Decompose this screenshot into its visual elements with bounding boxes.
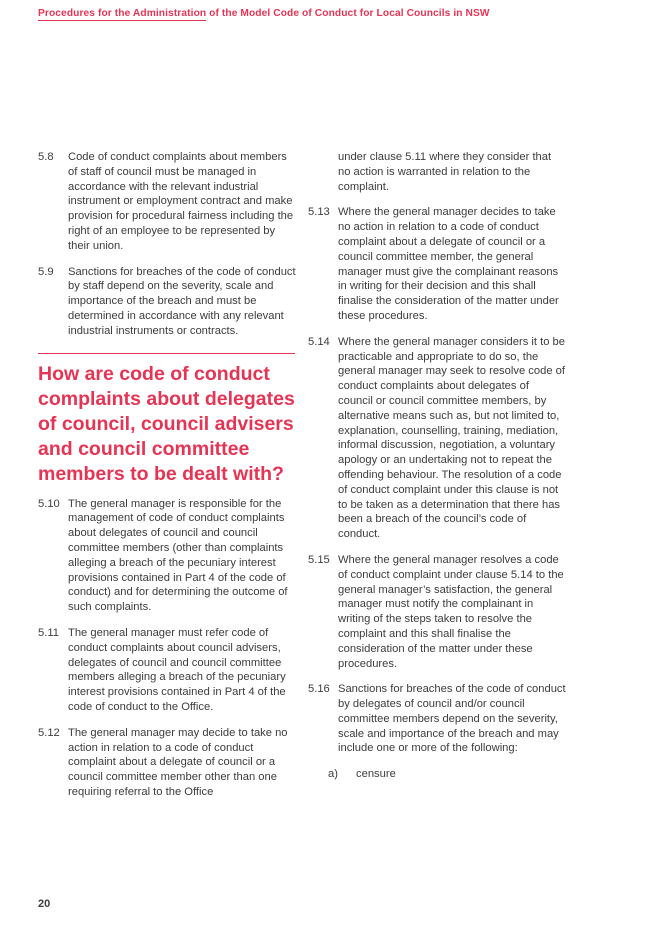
clause-text: The general manager must refer code of conduct complaints about council advisers, delegates of council and council committee members alleging a breach of the pecuniary interest provisions contained in Part 4 of the code of conduct to the Office. [68,626,286,713]
clause-number: 5.13 [308,206,330,219]
section-divider [38,353,295,354]
clause-5-8 [38,150,298,254]
left-column [38,150,298,811]
clause-text: Where the general manager resolves a code of conduct complaint under clause 5.14 to the general manager’s satisfaction, the general manager must notify the complainant in writing of the steps taken to resolve the complaint and this shall finalise the consideration of the matter under these procedures. [338,553,564,670]
clause-text: Sanctions for breaches of the code of conduct by delegates of council and/or council committee members depend on the severity, scale and importance of the breach and may include one or more of the following: [338,683,566,755]
running-header: Procedures for the Administration of the Model Code of Conduct for Local Councils in NSW [38,8,490,19]
header-divider [38,20,206,21]
clause-number: 5.11 [38,626,59,639]
clause-number: 5.16 [308,683,330,696]
clause-5-12-continuation: under clause 5.11 where they consider that no action is warranted in relation to the complaint. [338,151,552,193]
clause-number: 5.10 [38,497,60,510]
clause-5-15 [308,553,566,671]
section-heading: How are code of conduct complaints about delegates of council, council advisers and council committee members to be dealt with? [38,362,295,485]
clause-number: 5.9 [38,265,54,278]
clause-number: 5.15 [308,553,330,566]
clause-5-13 [308,205,566,323]
clause-text: Where the general manager considers it to be practicable and appropriate to do so, the general manager may seek to resolve code of conduct complaints about delegates of council or council committee members, by alternative means such as, but not limited to, explanation, counselling, training, mediation, informal discussion, negotiation, a voluntary apology or an undertaking not to repeat the offending behaviour. The resolution of a code of conduct complaint under this clause is not to be taken as a determination that there has been a breach of the council’s code of conduct. [338,335,565,541]
clause-5-11 [38,626,298,715]
clause-number: 5.12 [38,726,60,739]
clause-text: The general manager is responsible for the management of code of conduct complaints about delegates of council and council committee members (other than complaints alleging a breach of the pecuniary interest provisions contained in Part 4 of the code of conduct) and for determining the outcome of such complaints. [68,497,288,614]
right-column [308,150,566,782]
clause-number: 5.8 [38,151,54,163]
list-item-text: censure [356,768,396,781]
clause-5-12 [38,726,298,800]
list-marker: a) [328,768,338,781]
clause-text: Where the general manager decides to take no action in relation to a code of conduct complaint about a delegate of council or a council committee member, the general manager must give the complainant reasons in writing for their decision and this shall finalise the consideration of the matter under these procedures. [338,206,559,322]
clause-5-9 [38,265,298,339]
clause-number: 5.14 [308,335,330,348]
clause-5-10 [38,497,298,615]
clause-5-14 [308,335,566,542]
clause-text: The general manager may decide to take no action in relation to a code of conduct complaint about a delegate of council or a council committee member other than one requiring referral to the Office [68,726,288,798]
clause-text: Sanctions for breaches of the code of conduct by staff depend on the severity, scale and importance of the breach and must be determined in accordance with any relevant industrial instruments or contracts. [68,265,296,337]
clause-5-16 [308,682,566,756]
clause-text: Code of conduct complaints about members of staff of council must be managed in accordance with the relevant industrial instrument or employment contract and make provision for procedural fairness including the right of an employee to be represented by their union. [68,151,294,252]
list-item [308,767,566,782]
page-number: 20 [38,898,51,910]
